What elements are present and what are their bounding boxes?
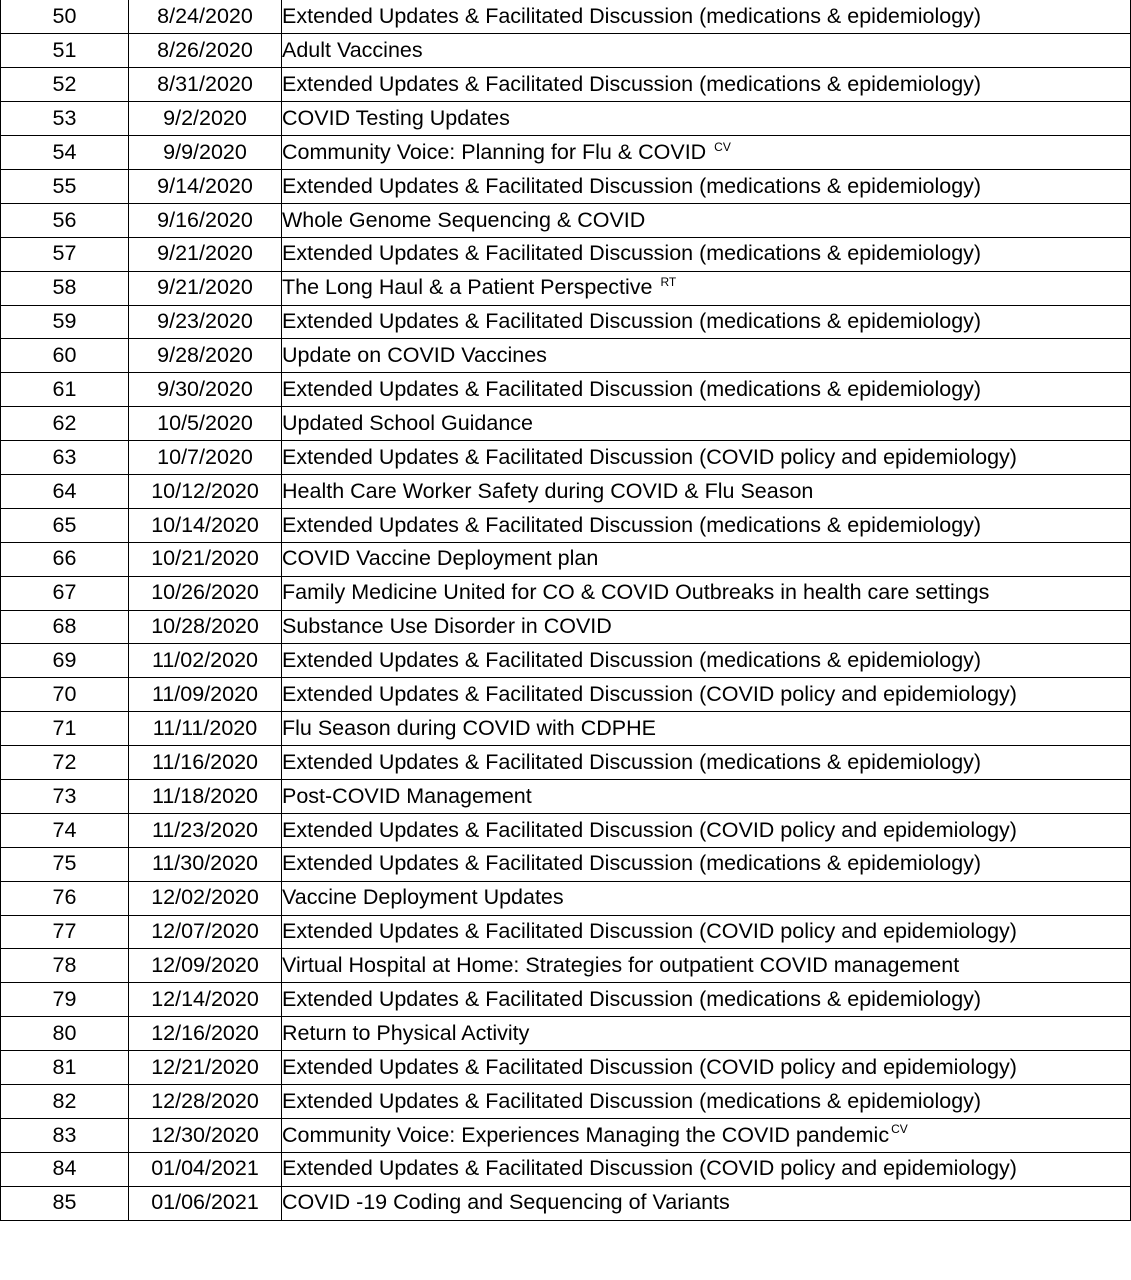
session-topic-cell (282, 474, 1131, 508)
session-number-cell: 64 (1, 474, 129, 508)
session-topic-cell (282, 881, 1131, 915)
session-date-cell: 10/21/2020 (129, 542, 282, 576)
session-topic-text: Extended Updates & Facilitated Discussion (medications & epidemiology) (282, 309, 982, 334)
session-date-cell: 11/16/2020 (129, 746, 282, 780)
session-number-cell: 78 (1, 949, 129, 983)
session-topic-text: Extended Updates & Facilitated Discussion (COVID policy and epidemiology) (282, 1156, 1017, 1181)
session-number-cell: 83 (1, 1118, 129, 1152)
session-number-cell: 82 (1, 1085, 129, 1119)
session-date-cell: 9/21/2020 (129, 271, 282, 305)
table-row (1, 203, 1131, 237)
session-topic-text: COVID Vaccine Deployment plan (282, 546, 599, 571)
session-number-cell: 60 (1, 339, 129, 373)
session-topic-text: Updated School Guidance (282, 410, 534, 435)
table-row (1, 474, 1131, 508)
session-date-cell: 9/28/2020 (129, 339, 282, 373)
session-topic-cell (282, 271, 1131, 305)
session-topic-note: CV (714, 139, 731, 154)
session-topic-cell (282, 0, 1131, 34)
table-row (1, 1051, 1131, 1085)
session-topic-cell (282, 983, 1131, 1017)
session-date-cell: 9/16/2020 (129, 203, 282, 237)
session-topic-text: Extended Updates & Facilitated Discussion (medications & epidemiology) (282, 749, 982, 774)
session-topic-cell (282, 1118, 1131, 1152)
session-number-cell: 67 (1, 576, 129, 610)
session-date-cell: 12/07/2020 (129, 915, 282, 949)
session-date-cell: 12/16/2020 (129, 1017, 282, 1051)
session-number-cell: 57 (1, 237, 129, 271)
session-topic-text: Post-COVID Management (282, 783, 532, 808)
table-row (1, 339, 1131, 373)
session-topic-cell (282, 407, 1131, 441)
session-date-cell: 9/23/2020 (129, 305, 282, 339)
table-row (1, 169, 1131, 203)
session-topic-text: Extended Updates & Facilitated Discussion (medications & epidemiology) (282, 1088, 982, 1113)
session-date-cell: 10/7/2020 (129, 441, 282, 475)
session-topic-text: Extended Updates & Facilitated Discussion (medications & epidemiology) (282, 648, 982, 673)
session-number-cell: 68 (1, 610, 129, 644)
session-topic-text: Extended Updates & Facilitated Discussion (COVID policy and epidemiology) (282, 919, 1017, 944)
session-topic-cell (282, 779, 1131, 813)
session-date-cell: 9/21/2020 (129, 237, 282, 271)
session-topic-cell (282, 441, 1131, 475)
table-row (1, 1152, 1131, 1186)
session-date-cell: 01/04/2021 (129, 1152, 282, 1186)
session-number-cell: 80 (1, 1017, 129, 1051)
table-row (1, 576, 1131, 610)
session-topic-text: Extended Updates & Facilitated Discussion (COVID policy and epidemiology) (282, 1054, 1017, 1079)
session-date-cell: 11/23/2020 (129, 813, 282, 847)
session-topic-text: Health Care Worker Safety during COVID & Flu Season (282, 478, 814, 503)
session-topic-text: Vaccine Deployment Updates (282, 885, 564, 910)
table-row (1, 508, 1131, 542)
session-topic-text: Extended Updates & Facilitated Discussion (medications & epidemiology) (282, 71, 982, 96)
session-topic-text: Family Medicine United for CO & COVID Outbreaks in health care settings (282, 580, 990, 605)
session-number-cell: 62 (1, 407, 129, 441)
session-topic-text: Adult Vaccines (282, 38, 423, 63)
session-topic-text: Extended Updates & Facilitated Discussion (COVID policy and epidemiology) (282, 817, 1017, 842)
session-topic-cell (282, 813, 1131, 847)
session-topic-text: Extended Updates & Facilitated Discussion (medications & epidemiology) (282, 376, 982, 401)
session-topic-text: Whole Genome Sequencing & COVID (282, 207, 646, 232)
session-topic-text: Extended Updates & Facilitated Discussion (medications & epidemiology) (282, 3, 982, 28)
session-date-cell: 8/31/2020 (129, 68, 282, 102)
session-date-cell: 10/12/2020 (129, 474, 282, 508)
session-date-cell: 10/28/2020 (129, 610, 282, 644)
session-topic-cell (282, 542, 1131, 576)
session-number-cell: 76 (1, 881, 129, 915)
session-number-cell: 73 (1, 779, 129, 813)
session-number-cell: 75 (1, 847, 129, 881)
session-date-cell: 10/5/2020 (129, 407, 282, 441)
session-topic-cell (282, 949, 1131, 983)
session-date-cell: 12/21/2020 (129, 1051, 282, 1085)
session-topic-text: COVID -19 Coding and Sequencing of Variants (282, 1190, 730, 1215)
session-topic-text: Extended Updates & Facilitated Discussion (medications & epidemiology) (282, 512, 982, 537)
session-topic-cell (282, 678, 1131, 712)
session-date-cell: 11/11/2020 (129, 712, 282, 746)
session-topic-text: Community Voice: Planning for Flu & COVID (282, 139, 713, 164)
session-topic-cell (282, 68, 1131, 102)
session-number-cell: 65 (1, 508, 129, 542)
session-topic-text: Extended Updates & Facilitated Discussion (medications & epidemiology) (282, 241, 982, 266)
table-row (1, 271, 1131, 305)
table-row (1, 779, 1131, 813)
session-number-cell: 77 (1, 915, 129, 949)
session-topic-cell (282, 610, 1131, 644)
table-row (1, 305, 1131, 339)
session-number-cell: 56 (1, 203, 129, 237)
table-row (1, 813, 1131, 847)
session-topic-cell (282, 1051, 1131, 1085)
session-date-cell: 11/09/2020 (129, 678, 282, 712)
session-topic-text: Substance Use Disorder in COVID (282, 614, 612, 639)
session-number-cell: 53 (1, 102, 129, 136)
table-row (1, 68, 1131, 102)
session-topic-cell (282, 34, 1131, 68)
session-number-cell: 66 (1, 542, 129, 576)
session-number-cell: 50 (1, 0, 129, 34)
session-number-cell: 71 (1, 712, 129, 746)
session-number-cell: 81 (1, 1051, 129, 1085)
session-number-cell: 74 (1, 813, 129, 847)
session-topic-cell (282, 339, 1131, 373)
session-date-cell: 01/06/2021 (129, 1186, 282, 1220)
session-date-cell: 12/28/2020 (129, 1085, 282, 1119)
table-row (1, 678, 1131, 712)
session-topic-text: COVID Testing Updates (282, 105, 510, 130)
session-topic-cell (282, 712, 1131, 746)
session-topic-cell (282, 1017, 1131, 1051)
session-number-cell: 84 (1, 1152, 129, 1186)
session-topic-cell (282, 237, 1131, 271)
session-date-cell: 8/26/2020 (129, 34, 282, 68)
session-topic-text: Extended Updates & Facilitated Discussion (medications & epidemiology) (282, 173, 982, 198)
table-row (1, 0, 1131, 34)
table-row (1, 644, 1131, 678)
session-topic-cell (282, 746, 1131, 780)
session-number-cell: 55 (1, 169, 129, 203)
session-topic-cell (282, 576, 1131, 610)
session-topic-cell (282, 305, 1131, 339)
session-date-cell: 10/14/2020 (129, 508, 282, 542)
session-topic-text: Extended Updates & Facilitated Discussion (medications & epidemiology) (282, 987, 982, 1012)
table-row (1, 373, 1131, 407)
table-row (1, 610, 1131, 644)
session-date-cell: 12/14/2020 (129, 983, 282, 1017)
table-row (1, 712, 1131, 746)
session-date-cell: 11/02/2020 (129, 644, 282, 678)
sessions-table-body (1, 0, 1131, 1220)
session-topic-text: Virtual Hospital at Home: Strategies for outpatient COVID management (282, 953, 960, 978)
table-row (1, 1085, 1131, 1119)
session-topic-text: Return to Physical Activity (282, 1020, 530, 1045)
session-topic-cell (282, 915, 1131, 949)
session-topic-cell (282, 373, 1131, 407)
table-row (1, 542, 1131, 576)
session-topic-text: Community Voice: Experiences Managing the COVID pandemic (282, 1122, 890, 1147)
session-date-cell: 11/30/2020 (129, 847, 282, 881)
session-topic-text: The Long Haul & a Patient Perspective (282, 275, 659, 300)
session-topic-cell (282, 1186, 1131, 1220)
session-topic-cell (282, 203, 1131, 237)
session-topic-cell (282, 644, 1131, 678)
session-number-cell: 51 (1, 34, 129, 68)
session-topic-cell (282, 102, 1131, 136)
table-row (1, 136, 1131, 170)
table-row (1, 441, 1131, 475)
session-date-cell: 12/02/2020 (129, 881, 282, 915)
session-topic-cell (282, 1085, 1131, 1119)
session-number-cell: 61 (1, 373, 129, 407)
session-topic-note: RT (660, 275, 677, 290)
table-row (1, 983, 1131, 1017)
table-row (1, 102, 1131, 136)
table-row (1, 847, 1131, 881)
session-date-cell: 8/24/2020 (129, 0, 282, 34)
session-number-cell: 59 (1, 305, 129, 339)
session-topic-cell (282, 136, 1131, 170)
session-topic-text: Extended Updates & Facilitated Discussion (medications & epidemiology) (282, 851, 982, 876)
session-date-cell: 11/18/2020 (129, 779, 282, 813)
table-row (1, 915, 1131, 949)
session-number-cell: 58 (1, 271, 129, 305)
session-topic-cell (282, 847, 1131, 881)
session-topic-note: CV (891, 1122, 908, 1137)
session-number-cell: 70 (1, 678, 129, 712)
session-number-cell: 63 (1, 441, 129, 475)
session-topic-cell (282, 169, 1131, 203)
table-row (1, 407, 1131, 441)
session-topic-text: Flu Season during COVID with CDPHE (282, 715, 657, 740)
session-topic-cell (282, 1152, 1131, 1186)
table-row (1, 1186, 1131, 1220)
session-date-cell: 9/14/2020 (129, 169, 282, 203)
session-date-cell: 9/30/2020 (129, 373, 282, 407)
table-row (1, 881, 1131, 915)
table-row (1, 746, 1131, 780)
table-row (1, 949, 1131, 983)
session-number-cell: 79 (1, 983, 129, 1017)
table-row (1, 34, 1131, 68)
session-topic-text: Extended Updates & Facilitated Discussion (COVID policy and epidemiology) (282, 444, 1017, 469)
session-number-cell: 72 (1, 746, 129, 780)
session-date-cell: 10/26/2020 (129, 576, 282, 610)
session-date-cell: 12/09/2020 (129, 949, 282, 983)
session-date-cell: 9/2/2020 (129, 102, 282, 136)
table-row (1, 237, 1131, 271)
session-date-cell: 12/30/2020 (129, 1118, 282, 1152)
session-topic-cell (282, 508, 1131, 542)
session-number-cell: 52 (1, 68, 129, 102)
session-topic-text: Extended Updates & Facilitated Discussion (COVID policy and epidemiology) (282, 682, 1017, 706)
table-row (1, 1118, 1131, 1152)
session-date-cell: 9/9/2020 (129, 136, 282, 170)
session-topic-text: Update on COVID Vaccines (282, 343, 547, 368)
session-number-cell: 85 (1, 1186, 129, 1220)
session-number-cell: 54 (1, 136, 129, 170)
session-number-cell: 69 (1, 644, 129, 678)
table-row (1, 1017, 1131, 1051)
